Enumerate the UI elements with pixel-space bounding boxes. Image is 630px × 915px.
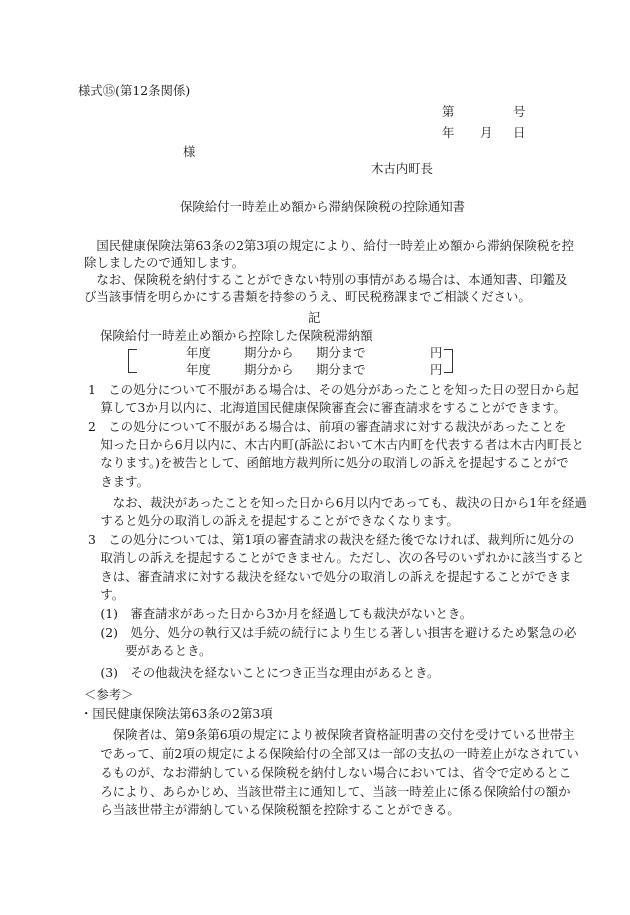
row2-nendo: 年度 (186, 362, 211, 377)
reference-line: ろにより、あらかじめ、当該世帯主に通知して、当該一時差止に係る保険給付の額か (88, 784, 571, 799)
row2-yen: 円 (430, 362, 443, 377)
note-line: すると処分の取消しの訴えを提起することができなくなります。 (88, 513, 459, 528)
row2-from: 期分から (244, 362, 294, 377)
reference-law: ・国民健康保険法第63条の2第3項 (80, 706, 273, 721)
issuer-name: 木古内町長 (371, 161, 433, 176)
row1-from: 期分から (244, 345, 294, 360)
note-line: (2) 処分、処分の執行又は手続の続行により生じる著しい損害を避けるため緊急の必 (88, 625, 577, 640)
deduction-heading: 保険給付一時差止め額から控除した保険税滞納額 (100, 328, 373, 343)
document-title: 保険給付一時差止め額から滞納保険税の控除通知書 (180, 199, 465, 214)
reference-line: であって、前2項の規定による保険給付の全部又は一部の支払の一時差止がなされてい (88, 746, 579, 761)
note-line: 2 この処分について不服がある場合は、前項の審査請求に対する裁決があったことを (88, 419, 567, 434)
reference-line: るものが、なお滞納している保険税を納付しない場合においては、省令で定めるとこ (88, 765, 572, 780)
row1-nendo: 年度 (186, 345, 211, 360)
row1-to: 期分まで (316, 345, 366, 360)
form-label: 様式⑮(第12条関係) (78, 83, 191, 98)
date-month: 月 (480, 125, 493, 140)
note-line: 要があるとき。 (88, 643, 212, 658)
intro-line: なお、保険税を納付することができない特別の事情がある場合は、本通知書、印鑑及 (84, 272, 568, 287)
intro-line: 国民健康保険法第63条の2第3項の規定により、給付一時差止め額から滞納保険税を控 (84, 238, 574, 253)
note-line: 取消しの訴えを提起することができません。ただし、次の各号のいずれかに該当すると (88, 550, 585, 565)
note-line: なお、裁決があったことを知った日から6月以内であっても、裁決の日から1年を経過 (88, 495, 587, 510)
note-line: (3) その他裁決を経ないことにつき正当な理由があるとき。 (88, 665, 440, 680)
note-line: きます。 (88, 474, 149, 489)
date-day: 日 (513, 125, 526, 140)
note-line: 算して3か月以内に、北海道国民健康保険審査会に審査請求をすることができます。 (88, 400, 566, 415)
note-line: 3 この処分については、第1項の審査請求の裁決を経た後でなければ、裁判所に処分の (88, 532, 575, 547)
bracket-right (444, 349, 453, 373)
reference-heading: ＜参考＞ (84, 687, 134, 702)
note-line: 知った日から6月以内に、木古内町(訴訟において木古内町を代表する者は木古内町長と (88, 437, 584, 452)
note-line: 1 この処分について不服がある場合は、その処分があったことを知った日の翌日から起 (88, 382, 579, 397)
intro-line: 除しましたので通知します。 (84, 255, 245, 270)
bracket-left (128, 349, 137, 373)
reference-line: ら当該世帯主が滞納している保険税額を控除することができる。 (88, 802, 460, 817)
number-prefix: 第 (442, 104, 455, 119)
date-year: 年 (442, 125, 455, 140)
row1-yen: 円 (430, 345, 443, 360)
ki-label: 記 (308, 310, 321, 325)
reference-line: 保険者は、第9条第6項の規定により被保険者資格証明書の交付を受けている世帯主 (88, 727, 575, 742)
note-line: なります。)を被告として、函館地方裁判所に処分の取消しの訴えを提起することがで (88, 455, 569, 470)
note-line: す。 (88, 587, 125, 602)
row2-to: 期分まで (316, 362, 366, 377)
number-suffix: 号 (513, 104, 526, 119)
intro-line: び当該事情を明らかにする書類を持参のうえ、町民税務課までご相談ください。 (84, 289, 531, 304)
note-line: きは、審査請求に対する裁決を経ないで処分の取消しの訴えを提起することができま (88, 569, 572, 584)
addressee-sama: 様 (183, 144, 196, 159)
note-line: (1) 審査請求があった日から3か月を経過しても裁決がないとき。 (88, 606, 473, 621)
